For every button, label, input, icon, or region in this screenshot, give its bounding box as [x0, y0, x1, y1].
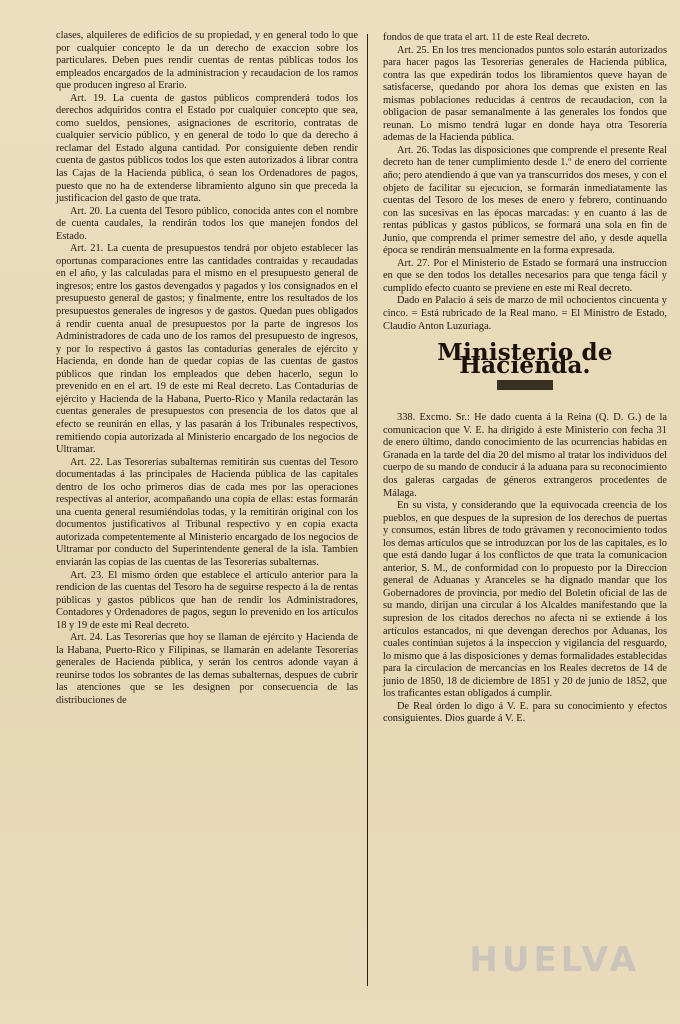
paragraph: Art. 25. En los tres mencionados puntos solo estarán autorizados para hacer pagos las Tesorerías generales de Hacienda pública, contra las que expedirán todos los libramientos queve hayan de satisfacerse, quedando por ahora los demas que existen en las mismas poblaciones reducidas á centros de recaudacion, con la obligacion de pasar semanalmente á las generales los fondos que reunan. Lo mismo tendrá lugar en donde haya otra Tesorería ademas de la Hacienda pública.: [383, 44, 667, 144]
column-divider: [367, 34, 368, 986]
right-column-hacienda-order: [383, 412, 667, 726]
paragraph: Art. 24. Las Tesorerías que hoy se llaman de ejército y Hacienda de la Habana, Puerto-Rico y Filipinas, se llamarán en adelante Tesorerías generales de Hacienda pública, y serán los centros adonde vayan á reunirse todos los sobrantes de las demas subalternas, despues de cubrir las atenciones que se les designen por consecuencia de las distribuciones de: [56, 632, 358, 706]
right-column: [383, 32, 667, 726]
paragraph: Art. 23. El mismo órden que establece el artículo anterior para la rendicion de las cuentas del Tesoro ha de seguirse respecto á la de rentas públicas y gastos públicos que han de rendir los Administradores, Contadores y Ordenadores de pagos, segun lo prevenido en los artículos 18 y 19 de este mi Real decreto.: [56, 569, 358, 631]
paragraph: Art. 22. Las Tesorerías subalternas remitirán sus cuentas del Tesoro documentadas á las principales de Hacienda pública de las capitales dentro de los ocho primeros dias de cada mes por las operaciones respectivas al anterior, acompañando una copia de ellas: estas formarán una cuenta general resumiéndolas todas, y la remitirán original con los documentos justificativos al Tribunal respectivo y en copia exacta autorizada competentemente al Ministerio encargado de los negocios de Ultramar por conducto del Superintendente general de la isla. Tambien enviarán las copias de las cuentas de las Tesorerías subalternas.: [56, 456, 358, 568]
paragraph: Art. 26. Todas las disposiciones que comprende el presente Real decreto han de tener cumplimiento desde 1.º de enero del corriente año; pero atendiendo á que van ya transcurridos dos meses, y con el objeto de facilitar su ejecucion, se formarán inmediatamente las cuentas del Tesoro de los meses de enero y febrero, continuando con las sucesivas en las épocas marcadas: y en cuanto á las de rentas públicas y gastos públicos, se formará una sola en fin de Junio, que comprenda el primer semestre del año, y desde aquella época se rendirán mensualmente en la forma expresada.: [383, 144, 667, 257]
paragraph: 338. Excmo. Sr.: He dado cuenta á la Reina (Q. D. G.) de la comunicacion que V. E. ha dirigido á este Ministerio con fecha 31 de enero último, dando conocimiento de las ocurrencias habidas en Granada en la tarde del dia 20 del mismo al tratar los individuos del cuerpo de su mando de conducir á la aduana para su reconocimiento dos galeras cargadas de géneros extrangeros procedentes de Málaga.: [383, 412, 667, 499]
library-stamp-watermark: HUELVA: [469, 940, 640, 980]
paragraph: clases, alquileres de edificios de su propiedad, y en general todo lo que por cualquier concepto le da un derecho de exaccion sobre los particulares. Deben pues rendir cuentas de rentas públicas todos los empleados encargados de la administracion y recaudacion de los ramos que producen ingreso al Erario.: [56, 30, 358, 92]
left-column: [56, 30, 358, 708]
paragraph: En su vista, y considerando que la equivocada creencia de los pueblos, en que despues de la supresion de los derechos de puertas y consumos, están libres de todo grávamen y reconocimiento todos los demas artículos que se introduzcan por los de las capitales, es lo que está dando lugar á los conflictos de que trata la comunicacion anterior, S. M., de conformidad con lo propuesto por la Direccion general de Aduanas y Aranceles se ha dignado mandar que los Gobernadores de provincia, por medio del Boletin oficial de las de su mando, dirijan una circular á los Alcaldes manifestando que la supresion de los citados derechos no afecta ni se extiende á los artículos estancados, ni que devengan derechos por Aduanas, los cuales continúan sujetos á la inspeccion y vigilancia del resguardo, lo mismo que á las disposiciones y demas formalidades establecidas para la circulacion de mercancías en los Reales decretos de 14 de junio de 1850, 18 de diciembre de 1851 y 20 de junio de 1852, que los traficantes estan obligados á cumplir.: [383, 500, 667, 700]
paragraph: Art. 27. Por el Ministerio de Estado se formará una instruccion en que se den todos los detalles necesarios para que tenga fácil y cumplido efecto cuanto se previene en este mi Real decreto.: [383, 257, 667, 294]
paragraph: fondos de que trata el art. 11 de este Real decreto.: [383, 32, 590, 43]
heading-ornament: [497, 380, 553, 390]
paragraph: Art. 20. La cuenta del Tesoro público, conocida antes con el nombre de cuenta caudales, la rendirán todos los que manejen fondos del Estado.: [56, 205, 358, 242]
right-column-decree-end: [383, 32, 667, 333]
paragraph: Art. 21. La cuenta de presupuestos tendrá por objeto establecer las oportunas comparaciones entre las cantidades contraidas y recaudadas en el año, y las calculadas para el mismo en el presupuesto general de ingresos; entre los gastos devengados y pagados y los consignados en el presupuesto general de gastos; y finalmente, entre los resultados de los presupuestos generales de ingresos y de gastos. Quedan pues obligados á rendir cuenta anual de presupuestos por la parte de ingresos los Administradores de cada uno de los ramos del presupuesto de ingresos, y por lo respectivo á gastos las contadurías generales de ejército y Hacienda, en donde han de quedar copias de las cuentas de gastos públicos que rindan los empleados que deben hacerlo, segun lo prevenido en en el art. 19 de este mi Real decreto. Las Contadurías de ejército y Hacienda de la Habana, Puerto-Rico y Manila redactarán las cuentas generales de presupuestos con presencia de los datos que al efecto se reunirán en ellas, y las pasarán á los Tribunales respectivos, remitiendo copia autorizada al Ministerio encargado de los negocios de Ultramar.: [56, 243, 358, 456]
paragraph: De Real órden lo digo á V. E. para su conocimiento y efectos consiguientes. Dios guarde á V. E.: [383, 700, 667, 725]
paragraph: Art. 19. La cuenta de gastos públicos comprenderá todos los derechos adquiridos contra el Estado por cualquier concepto que sea, como sueldos, pensiones, asignaciones de escritorio, contratas de cualquier servicio público, y en general de todo lo que da derecho á reclamar del Estado alguna cantidad. Por consiguiente deben rendir cuenta de gastos públicos todos los que esten autorizados á librar contra las Cajas de la Hacienda pública, ó sean los Ordenadores de pagos, puesto que no ha de extenderse libramiento alguno sin que preceda la justificacion del gasto de que trata.: [56, 92, 358, 205]
paragraph: Dado en Palacio á seis de marzo de mil ochocientos cincuenta y cinco. = Está rubricado de la Real mano. = El Ministro de Estado, Claudio Anton Luzuriaga.: [383, 295, 667, 332]
section-heading: Ministerio de Hacienda.: [437, 339, 613, 379]
